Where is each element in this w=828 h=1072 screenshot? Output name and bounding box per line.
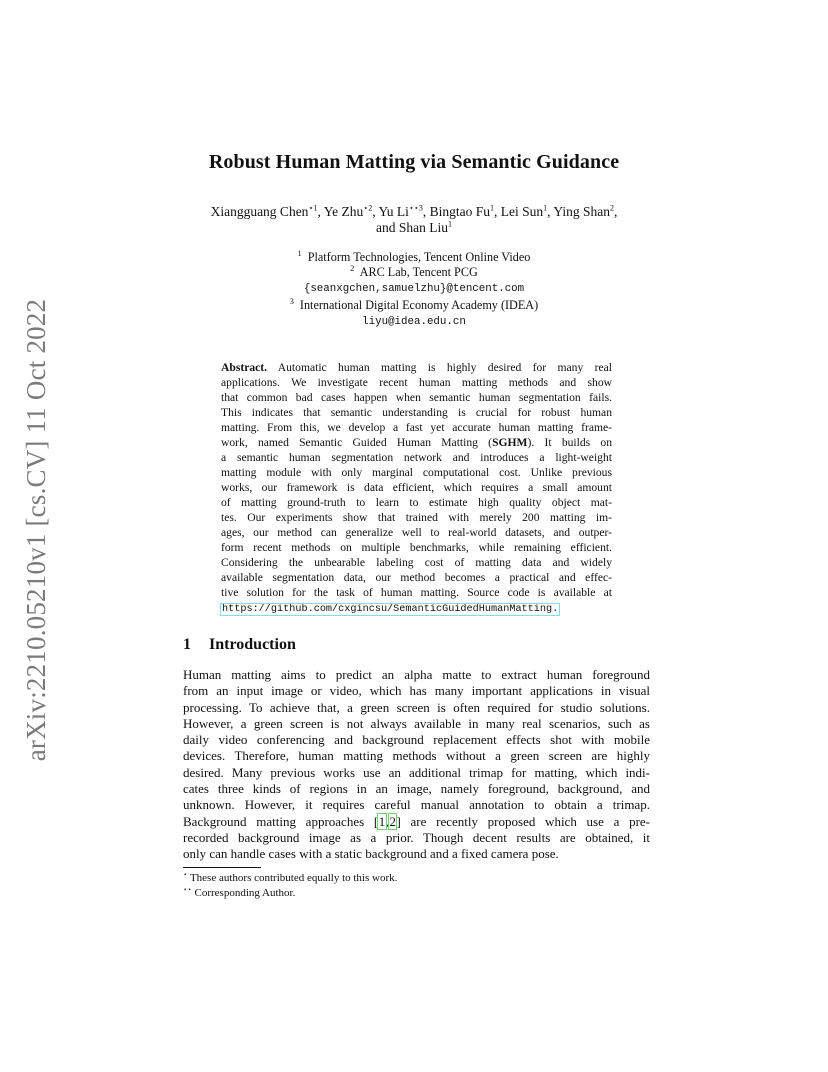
abstract-line: applications. We investigate recent human matting methods and show bbox=[221, 376, 612, 389]
source-code-link[interactable]: https://github.com/cxgincsu/SemanticGuidedHumanMatting. bbox=[222, 604, 559, 615]
author-name: Yu Li bbox=[378, 204, 409, 219]
author-affil-mark: 1 bbox=[543, 203, 548, 213]
affil-mark: 2 bbox=[350, 264, 355, 274]
abstract-line: This indicates that semantic understanding is crucial for robust human bbox=[221, 406, 612, 419]
intro-line: desired. Many previous works use an additional trimap for matting, which indi- bbox=[183, 764, 650, 780]
author-name: Ye Zhu bbox=[323, 204, 364, 219]
section-number: 1 bbox=[183, 636, 191, 653]
author-affil-mark: ⋆1 bbox=[308, 203, 318, 213]
abstract-line: Considering the unbearable labeling cost of matting data and widely bbox=[221, 556, 612, 569]
affiliation-text: International Digital Economy Academy (IDEA) bbox=[299, 297, 539, 312]
author-line-1: Xiangguang Chen$^{⋆1}$, Ye Zhu$^{⋆2}$, Yu $Li^{⋆⋆3}$, Bingtao Fu$^1$, Lei Sun$^1$, Ying Shan$^2$, bbox=[210, 203, 618, 219]
author-conjunction: and bbox=[376, 220, 399, 235]
footnote bbox=[183, 886, 650, 901]
intro-line: cates three kinds of regions in an image, namely foreground, background, and bbox=[183, 781, 650, 797]
email-tencent bbox=[0, 280, 828, 297]
citation-link[interactable]: 2 bbox=[389, 813, 396, 829]
footnote-rule bbox=[183, 867, 261, 868]
email-idea bbox=[0, 313, 828, 330]
affiliations bbox=[0, 250, 828, 330]
abstract-line: tes. Our experiments show that trained with merely 200 matting im- bbox=[221, 511, 612, 524]
paper-title: Robust Human Matting via Semantic Guidance bbox=[208, 151, 620, 173]
intro-line: daily video conferencing and background replacement effects shot with mobile bbox=[183, 732, 650, 748]
author-affil-mark: 2 bbox=[610, 203, 615, 213]
author-name: Shan Liu bbox=[398, 220, 448, 235]
author-affil-mark: ⋆⋆3 bbox=[408, 203, 423, 213]
affiliation-text: Platform Technologies, Tencent Online Video bbox=[307, 250, 531, 264]
abstract bbox=[221, 360, 612, 617]
abstract-line: ages, our method can generalize well to real-world datasets, and outper- bbox=[221, 526, 612, 539]
footnote-text: These authors contributed equally to this work. bbox=[189, 872, 398, 884]
section-title-text: Introduction bbox=[209, 636, 296, 653]
citation-separator: , bbox=[385, 813, 389, 829]
citation-link[interactable]: 1 bbox=[378, 813, 386, 829]
author-affil-mark: 1 bbox=[448, 219, 452, 229]
abstract-line: a semantic human segmentation network and introduces a light-weight bbox=[221, 451, 612, 464]
abstract-line: of matting ground-truth to learn to estimate high quality object mat- bbox=[221, 496, 612, 509]
affiliation-text: ARC Lab, Tencent PCG bbox=[359, 265, 478, 280]
email-text: liyu@idea.edu.cn bbox=[362, 315, 466, 328]
abstract-line: matting module with only marginal computational cost. Unlike previous bbox=[221, 466, 612, 479]
affil-mark: 3 bbox=[289, 296, 294, 306]
footnote-mark: ⋆⋆ bbox=[183, 884, 192, 893]
intro-line: from an input image or video, which has many important applications in visual bbox=[183, 683, 650, 699]
author-name: Lei Sun bbox=[500, 204, 544, 219]
intro-line: However, a green screen is not always available in many real scenarios, such as bbox=[183, 715, 650, 731]
intro-line: recorded background image as a prior. Though decent results are obtained, it bbox=[183, 829, 650, 845]
abstract-line: works, our framework is data efficient, which requires a small amount bbox=[221, 481, 612, 494]
abstract-heading: Abstract. bbox=[221, 361, 268, 374]
author-name: Xiangguang Chen bbox=[210, 204, 309, 219]
intro-line: only can handle cases with a static background and a fixed camera pose. bbox=[183, 846, 559, 862]
author-line-2 bbox=[160, 220, 668, 236]
footnote bbox=[183, 871, 650, 886]
footnote-mark: ⋆ bbox=[183, 870, 188, 879]
author-list bbox=[160, 204, 668, 236]
affiliation-2 bbox=[0, 265, 828, 280]
abstract-line: tive solution for the task of human matting. Source code is available at bbox=[221, 586, 612, 599]
author-affil-mark: 1 bbox=[490, 203, 495, 213]
author-name: Bingtao Fu bbox=[429, 204, 491, 219]
abstract-line: Abstract. Automatic human matting is highly desired for many real bbox=[221, 361, 612, 374]
citation-bracket: [ bbox=[373, 813, 379, 829]
intro-line: devices. Therefore, human matting methods without a green screen are highly bbox=[183, 748, 650, 764]
affiliation-1 bbox=[0, 250, 828, 265]
affil-mark: 1 bbox=[297, 248, 302, 258]
section-heading-introduction bbox=[183, 636, 296, 654]
abstract-line: form recent methods on multiple benchmarks, while remaining efficient. bbox=[221, 541, 612, 554]
intro-line: unknown. However, it requires careful manual annotation to obtain a trimap. bbox=[183, 797, 650, 813]
intro-line: processing. To achieve that, a green screen is often required for studio solutions. bbox=[183, 699, 650, 715]
intro-line: Human matting aims to predict an alpha matte to extract human foreground bbox=[183, 667, 650, 682]
author-name: Ying Shan bbox=[553, 204, 611, 219]
abstract-line: that common bad cases happen when semantic human segmentation fails. bbox=[221, 391, 612, 404]
intro-line: Background matting approaches [1,2] are recently proposed which use a pre- bbox=[183, 813, 650, 829]
affiliation-3 bbox=[0, 298, 828, 313]
author-affil-mark: ⋆2 bbox=[363, 203, 373, 213]
abstract-line: work, named Semantic Guided Human Matting (SGHM). It builds on bbox=[221, 436, 613, 449]
abstract-line: available segmentation data, our method becomes a practical and effec- bbox=[221, 571, 612, 584]
footnote-text: Corresponding Author. bbox=[194, 886, 296, 899]
email-text: {seanxgchen,samuelzhu}@tencent.com bbox=[303, 283, 525, 296]
introduction-paragraph bbox=[183, 667, 650, 863]
citation-bracket: ] bbox=[396, 813, 401, 829]
abstract-line: matting. From this, we develop a fast yet accurate human matting frame- bbox=[221, 421, 612, 434]
arxiv-side-stamp: arXiv:2210.05210v1 [cs.CV] 11 Oct 2022 bbox=[21, 298, 51, 762]
footnotes bbox=[183, 871, 650, 900]
method-acronym: SGHM bbox=[492, 436, 528, 449]
abstract-line bbox=[221, 600, 612, 617]
